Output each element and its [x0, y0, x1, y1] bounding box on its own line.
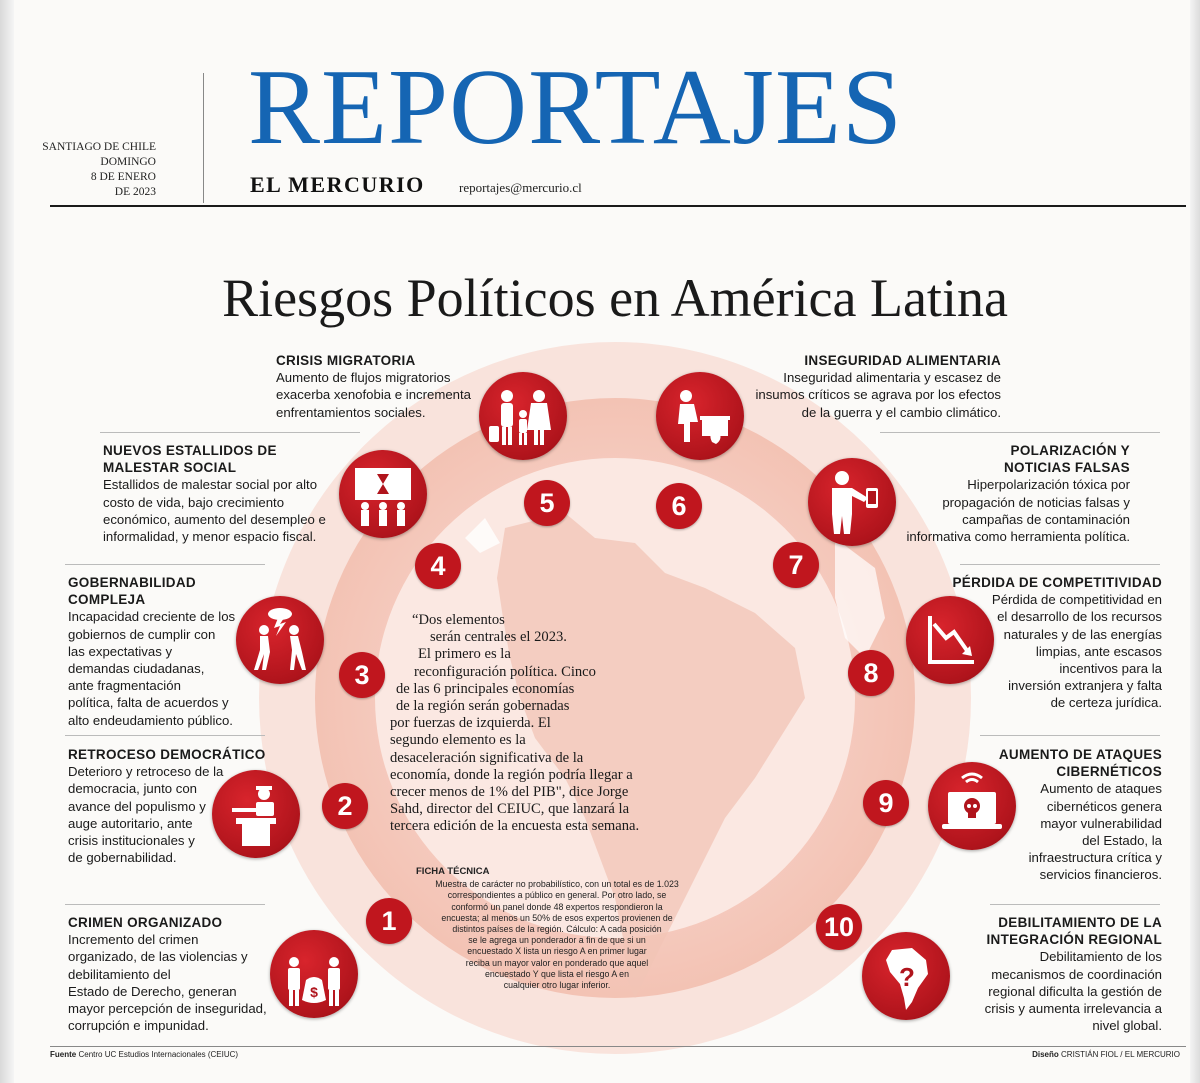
- empty-plate-icon: [656, 372, 744, 460]
- technical-sheet-line: encuestado X lista un riesgo A en primer lugar: [467, 946, 647, 957]
- risk-text: crisis y aumenta irrelevancia a: [984, 1001, 1162, 1017]
- risk-number-badge: 1: [366, 898, 412, 944]
- section-email: reportajes@mercurio.cl: [459, 180, 582, 195]
- risk-title: GOBERNABILIDAD COMPLEJA: [68, 575, 196, 608]
- storm-people-icon: [236, 596, 324, 684]
- quote-line: de las 6 principales economías: [396, 680, 575, 697]
- risk-text: demandas ciudadanas,: [68, 661, 205, 677]
- dateline: [40, 140, 156, 200]
- risk-text: Estado de Derecho, generan: [68, 983, 237, 999]
- quote-line: desaceleración significativa de la: [390, 749, 584, 766]
- risk-title: CIBERNÉTICOS: [1056, 764, 1162, 780]
- laptop-skull-icon: [928, 762, 1016, 850]
- quote-line: de la región serán gobernadas: [396, 698, 570, 715]
- risk-number-badge: 8: [848, 650, 894, 696]
- quote-line: serán centrales el 2023.: [430, 629, 567, 646]
- divider: [65, 564, 265, 565]
- risk-title: INSEGURIDAD ALIMENTARIA: [804, 353, 1001, 368]
- risk-text: infraestructura crítica y: [1028, 850, 1162, 866]
- risk-title: INTEGRACIÓN REGIONAL: [986, 932, 1162, 948]
- protest-sign-icon: [339, 450, 427, 538]
- risk-text: exacerba xenofobia e incrementa: [276, 387, 472, 403]
- risk-title: MALESTAR SOCIAL: [103, 460, 237, 476]
- risk-title: NUEVOS ESTALLIDOS DE: [103, 443, 277, 458]
- quote-line: Sahd, director del CEIUC, que lanzará la: [390, 801, 630, 818]
- svg-text:?: ?: [899, 962, 915, 992]
- risk-text: democracia, junto con: [68, 781, 198, 797]
- risk-text: propagación de noticias falsas y: [942, 494, 1130, 510]
- risk-number-badge: 4: [415, 543, 461, 589]
- risk-text: Incremento del crimen: [68, 932, 199, 948]
- risk-title: POLARIZACIÓN Y: [1010, 443, 1130, 458]
- risk-text: de la guerra y el cambio climático.: [801, 404, 1001, 420]
- design-credit: [1032, 1050, 1180, 1059]
- page-fold-shadow: [0, 0, 14, 1083]
- risk-text: cibernéticos genera: [1046, 798, 1162, 814]
- divider: [980, 735, 1160, 736]
- quote-line: tercera edición de la encuesta esta semana.: [390, 818, 640, 835]
- risk-title: NOTICIAS FALSAS: [1003, 460, 1130, 476]
- risk-text: Inseguridad alimentaria y escasez de: [783, 370, 1001, 386]
- risk-3-gobernabilidad: [68, 574, 258, 729]
- risk-number-badge: 6: [656, 483, 702, 529]
- risk-text: campañas de contaminación: [962, 511, 1130, 527]
- page-edge-shadow: [1190, 0, 1200, 1083]
- svg-text:$: $: [310, 984, 318, 1000]
- quote-line: economía, donde la región podría llegar a: [390, 766, 633, 783]
- risk-text: naturales y de las energías: [1003, 626, 1162, 642]
- divider: [65, 904, 265, 905]
- dateline-day: DOMINGO: [100, 156, 156, 168]
- risk-text: política, falta de acuerdos y: [68, 695, 229, 711]
- risk-text: Deterioro y retroceso de la: [68, 764, 224, 780]
- quote-line: segundo elemento es la: [390, 732, 526, 749]
- risk-1-crimen-organizado: [68, 914, 288, 1034]
- technical-sheet-line: correspondientes a público en general. Por otro lado, se: [447, 890, 667, 901]
- risk-text: las expectativas y: [68, 643, 173, 659]
- technical-sheet: [412, 866, 702, 991]
- risk-text: avance del populismo y: [68, 798, 206, 814]
- header-rule: [50, 205, 1186, 207]
- divider: [960, 564, 1160, 565]
- risk-text: limpias, ante escasos: [1035, 643, 1162, 659]
- divider: [990, 904, 1160, 905]
- technical-sheet-line: se le agrega un ponderador a fin de que si un: [468, 935, 646, 946]
- quote-line: “Dos elementos: [412, 612, 505, 628]
- central-quote: [390, 612, 690, 836]
- risk-text: auge autoritario, ante: [68, 815, 193, 831]
- risk-text: de gobernabilidad.: [68, 850, 177, 866]
- source-text: Centro UC Estudios Internacionales (CEIUC): [78, 1050, 239, 1059]
- risk-7-polarizacion: [890, 442, 1130, 545]
- header-divider: [203, 73, 204, 203]
- quote-line: reconfiguración política. Cinco: [414, 663, 596, 680]
- technical-sheet-line: Muestra de carácter no probabilístico, con un total es de 1.023: [435, 879, 679, 890]
- down-trend-chart-icon: [906, 596, 994, 684]
- quote-line: crecer menos de 1% del PIB", dice Jorge: [390, 784, 629, 801]
- south-america-question-icon: [862, 932, 950, 1020]
- risk-text: del Estado, la: [1082, 833, 1162, 849]
- risk-4-estallidos-sociales: [103, 442, 335, 545]
- money-bag-icon: [270, 930, 358, 1018]
- technical-sheet-line: encuesta; al menos un 50% de esos expertos provienen de: [441, 912, 673, 923]
- technical-sheet-line: distintos países de la región. Cálculo: A cada posición: [452, 924, 662, 935]
- podium-speaker-icon: [212, 770, 300, 858]
- risk-text: Incapacidad creciente de los: [68, 609, 236, 625]
- risk-number-badge: 9: [863, 780, 909, 826]
- risk-10-integracion-regional: [960, 914, 1162, 1034]
- risk-text: informalidad, y menor espacio fiscal.: [103, 529, 317, 545]
- technical-sheet-line: reciba un mayor valor en ponderado que aquel: [465, 957, 649, 968]
- risk-text: mayor vulnerabilidad: [1040, 815, 1162, 831]
- risk-title: AUMENTO DE ATAQUES: [998, 747, 1162, 762]
- source-credit: [50, 1050, 238, 1059]
- risk-number-badge: 2: [322, 783, 368, 829]
- design-text: CRISTIÁN FIOL / EL MERCURIO: [1061, 1050, 1180, 1059]
- risk-text: inversión extranjera y falta: [1008, 678, 1162, 694]
- divider: [880, 432, 1160, 433]
- newspaper-name: EL MERCURIO: [250, 172, 425, 197]
- risk-text: mayor percepción de inseguridad,: [68, 1001, 267, 1017]
- risk-text: enfrentamientos sociales.: [276, 404, 426, 420]
- source-label: Fuente: [50, 1050, 77, 1059]
- risk-text: Hiperpolarización tóxica por: [967, 477, 1130, 493]
- risk-text: Estallidos de malestar social por alto: [103, 477, 318, 493]
- risk-number-badge: 5: [524, 480, 570, 526]
- risk-text: ante fragmentación: [68, 678, 181, 694]
- risk-text: Aumento de ataques: [1040, 781, 1162, 797]
- risk-text: insumos críticos se agrava por los efectos: [755, 387, 1001, 403]
- risk-title: PÉRDIDA DE COMPETITIVIDAD: [952, 575, 1162, 590]
- risk-title: DEBILITAMIENTO DE LA: [998, 915, 1162, 930]
- section-masthead: REPORTAJES: [248, 48, 903, 167]
- risk-6-inseguridad-alimentaria: [735, 352, 1001, 421]
- risk-number-badge: 10: [816, 904, 862, 950]
- dateline-city: SANTIAGO DE CHILE: [42, 141, 156, 153]
- footer-rule: [50, 1046, 1186, 1047]
- risk-text: crisis institucionales y: [68, 833, 195, 849]
- risk-text: debilitamiento del: [68, 966, 171, 982]
- phone-person-icon: [808, 458, 896, 546]
- risk-number-badge: 3: [339, 652, 385, 698]
- risk-text: incentivos para la: [1059, 661, 1162, 677]
- dateline-date: 8 DE ENERO: [90, 171, 156, 183]
- risk-text: costo de vida, bajo crecimiento: [103, 494, 285, 510]
- page-title: Riesgos Políticos en América Latina: [222, 268, 1008, 328]
- divider: [100, 432, 360, 433]
- quote-line: El primero es la: [418, 646, 511, 663]
- risk-text: corrupción e impunidad.: [68, 1018, 209, 1034]
- risk-text: Debilitamiento de los: [1039, 949, 1162, 965]
- technical-sheet-title: FICHA TÉCNICA: [416, 866, 490, 877]
- technical-sheet-line: conformó un panel donde 48 expertos respondieron la: [451, 901, 663, 912]
- risk-number-badge: 7: [773, 542, 819, 588]
- risk-text: servicios financieros.: [1039, 867, 1162, 883]
- risk-title: CRISIS MIGRATORIA: [276, 353, 416, 368]
- technical-sheet-line: encuestado Y que lista el riesgo A en: [485, 968, 629, 979]
- risk-text: gobiernos de cumplir con: [68, 626, 216, 642]
- risk-text: informativa como herramienta política.: [906, 529, 1130, 545]
- risk-text: el desarrollo de los recursos: [997, 609, 1162, 625]
- quote-line: por fuerzas de izquierda. El: [390, 715, 551, 732]
- risk-text: alto endeudamiento público.: [68, 712, 233, 728]
- risk-text: nivel global.: [1092, 1018, 1162, 1034]
- technical-sheet-line: cualquier otro lugar inferior.: [503, 980, 611, 991]
- risk-text: económico, aumento del desempleo e: [103, 511, 326, 527]
- risk-title: CRIMEN ORGANIZADO: [68, 915, 223, 930]
- family-luggage-icon: [479, 372, 567, 460]
- risk-text: Aumento de flujos migratorios: [276, 370, 451, 386]
- divider: [65, 735, 265, 736]
- risk-text: Pérdida de competitividad en: [991, 592, 1162, 608]
- risk-5-crisis-migratoria: [276, 352, 496, 421]
- risk-text: de certeza jurídica.: [1050, 695, 1162, 711]
- risk-text: mecanismos de coordinación: [991, 966, 1162, 982]
- risk-text: regional dificulta la gestión de: [988, 983, 1162, 999]
- risk-text: organizado, de las violencias y: [68, 949, 248, 965]
- risk-title: RETROCESO DEMOCRÁTICO: [68, 747, 266, 762]
- dateline-year: DE 2023: [114, 186, 156, 198]
- design-label: Diseño: [1032, 1050, 1059, 1059]
